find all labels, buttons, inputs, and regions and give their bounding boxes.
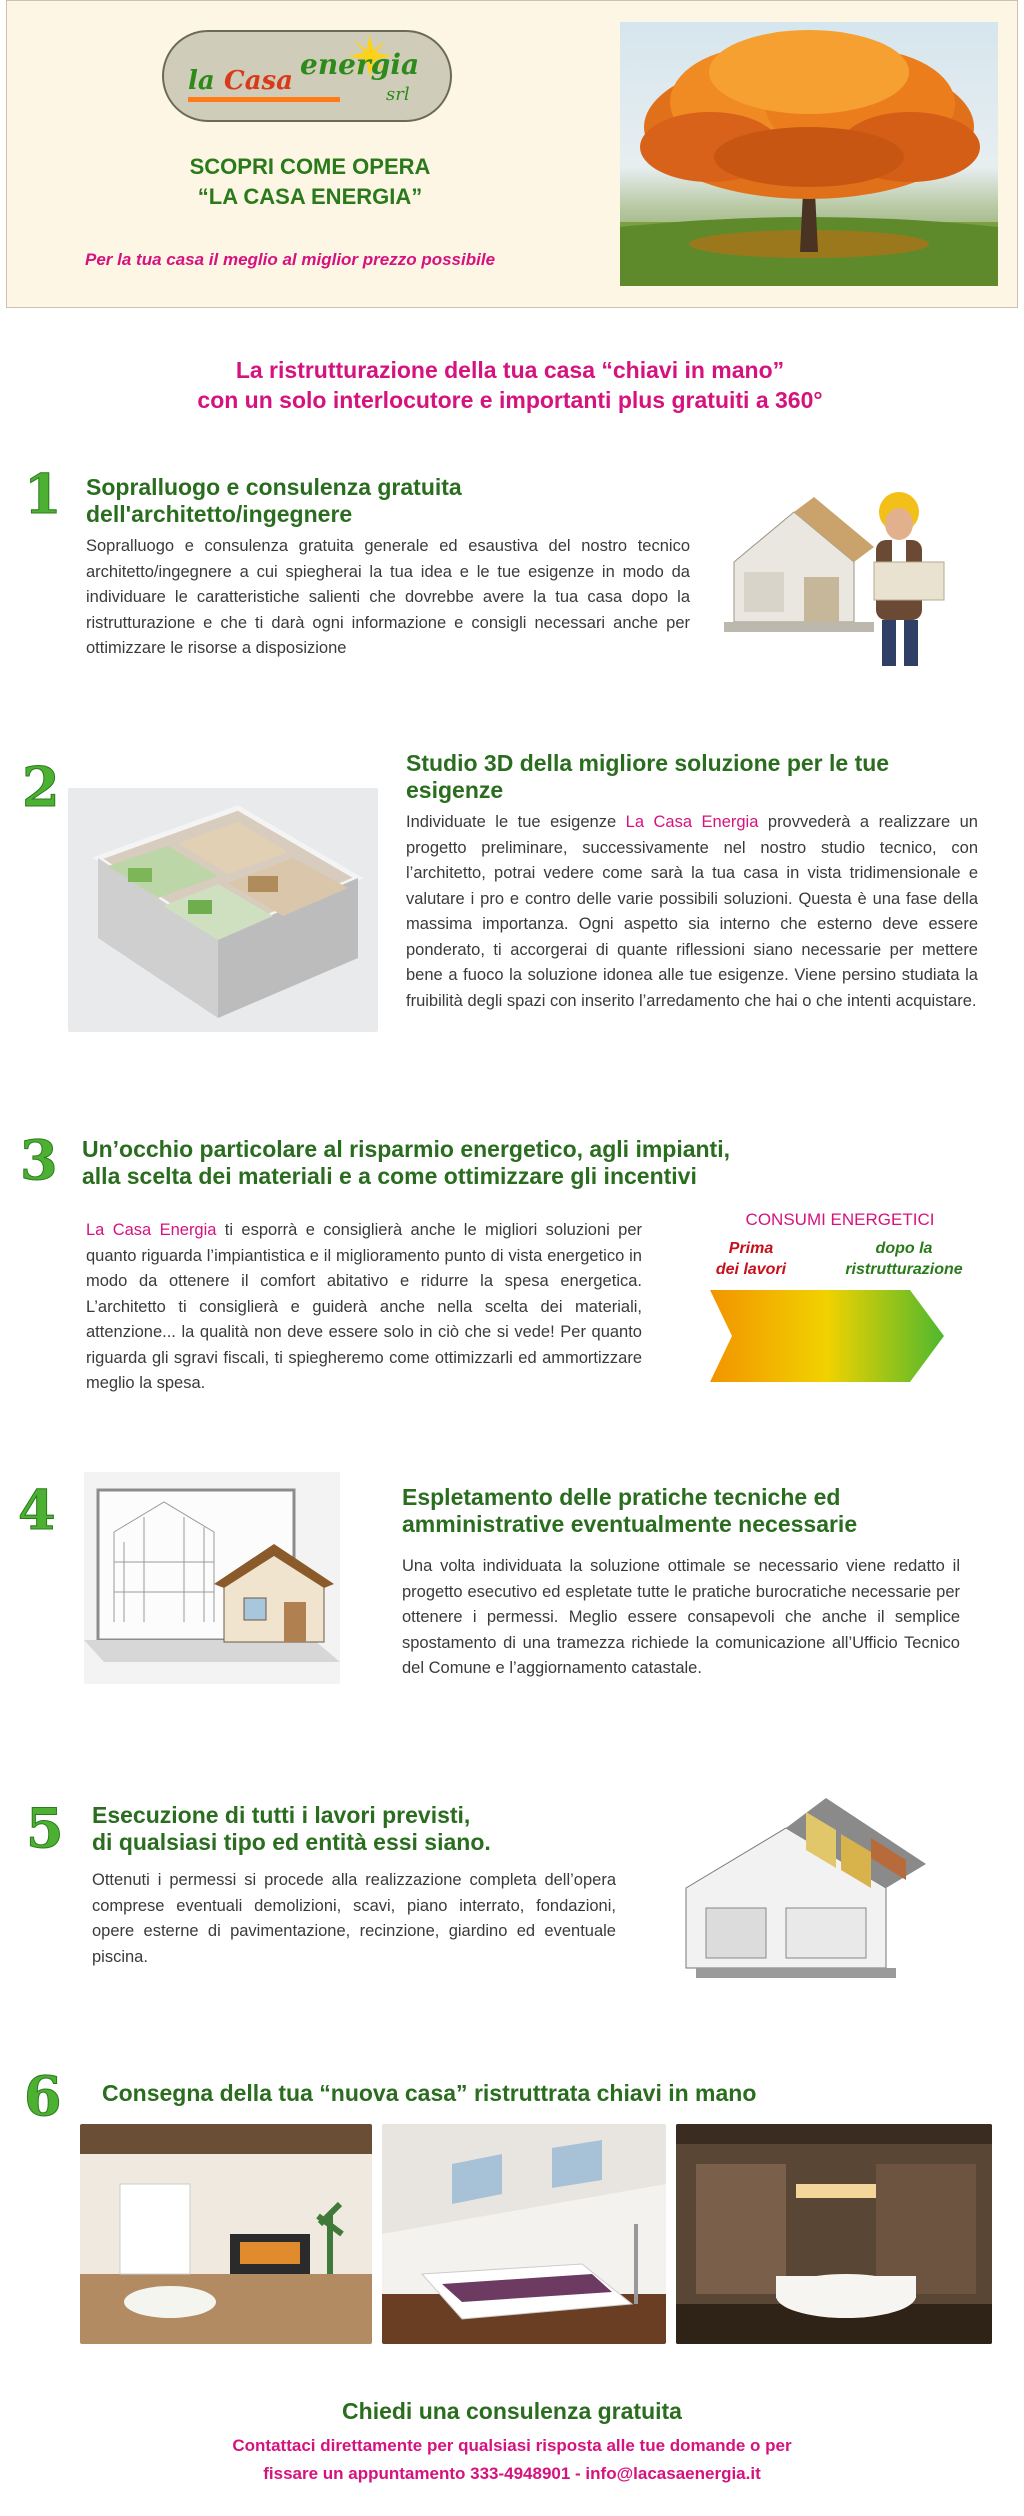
footer-contact xyxy=(0,2432,1024,2488)
step-3-brand: La Casa Energia xyxy=(86,1221,217,1239)
step-1-title-line2: dell'architetto/ingegnere xyxy=(86,501,353,527)
step-4-number: 4 xyxy=(18,1478,56,1542)
energy-graphic-after-line1: dopo la xyxy=(875,1240,933,1257)
step-4-title xyxy=(402,1484,982,1538)
step-5-title-line2: di qualsiasi tipo ed entità essi siano. xyxy=(92,1829,491,1855)
header-tagline: Per la tua casa il meglio al miglior prezzo possibile xyxy=(85,250,496,269)
step-2-title-line1: Studio 3D della migliore soluzione per le tue xyxy=(406,750,890,776)
energy-graphic-after xyxy=(844,1238,964,1280)
step-2-title xyxy=(406,750,986,804)
step-2-text-before: Individuate le tue esigenze xyxy=(406,813,626,831)
logo-underline xyxy=(188,97,340,102)
step-5-number: 5 xyxy=(26,1796,64,1860)
bedroom-photo xyxy=(382,2124,666,2344)
step-3-text-after: ti esporrà e consiglierà anche le migliori soluzioni per quanto riguarda l’impiantistica e il miglioramento punto di vista energetico in modo da ottenere il comfort abitativo e ridurre la spesa energetica. L’architetto ti consiglierà e guiderà anche nella scelta dei materiali, attenzione... la qualità non deve essere solo in ciò che si vede! Per quanto riguarda gli sgravi fiscali, ti spiegheremo come ottimizzarli ed ammortizzare meglio la spesa. xyxy=(86,1221,642,1392)
step-3-number: 3 xyxy=(20,1128,58,1192)
step-2-brand: La Casa Energia xyxy=(625,813,759,831)
step-5-text: Ottenuti i permessi si procede alla realizzazione completa dell’opera comprese eventuali demolizioni, scavi, piano interrato, fondazioni, opere esterne di pavimentazione, recinzione, giardino ed eventuale piscina. xyxy=(92,1871,616,1966)
step-1-title-line1: Sopralluogo e consulenza gratuita xyxy=(86,474,462,500)
header-title xyxy=(100,152,520,212)
step-2-text xyxy=(406,810,978,1014)
step-6-title: Consegna della tua “nuova casa” ristruttrata chiavi in mano xyxy=(102,2080,757,2106)
header-title-line1: SCOPRI COME OPERA xyxy=(189,154,431,179)
energy-graphic-before-line1: Prima xyxy=(728,1240,774,1257)
step-1-number: 1 xyxy=(24,462,62,526)
energy-consumption-graphic xyxy=(696,1210,966,1390)
logo-srl: srl xyxy=(386,84,410,105)
step-4-title-line2: amministrative eventualmente necessarie xyxy=(402,1511,858,1537)
3d-floorplan-render xyxy=(68,788,378,1032)
company-logo[interactable] xyxy=(162,30,452,122)
energy-graphic-after-line2: ristrutturazione xyxy=(845,1261,963,1278)
intro-line1: La ristrutturazione della tua casa “chiavi in mano” xyxy=(235,357,785,383)
step-3-text xyxy=(86,1218,642,1397)
step-2-text-after: provvederà a realizzare un progetto preliminare, successivamente nel nostro studio tecnico, con l’architetto, potrai vedere come sarà la tua casa in vista tridimensionale e valutare i pro e contro delle varie possibili soluzioni. Questa è una fase della massima importanza. Ogni aspetto sia interno che esterno deve essere ponderato, ti accorgerai di quante riflessioni siano necessarie per mettere bene a fuoco la soluzione idonea alle tue esigenze. Viene persino studiata la fruibilità degli spazi con inserito l’arredamento che hai o che intenti acquistare. xyxy=(406,813,978,1010)
energy-graphic-before xyxy=(696,1238,806,1280)
energy-graphic-before-line2: dei lavori xyxy=(715,1261,787,1278)
step-5-title-line1: Esecuzione di tutti i lavori previsti, xyxy=(92,1802,471,1828)
intro-line2: con un solo interlocutore e importanti plus gratuiti a 360° xyxy=(197,387,823,413)
step-2-number: 2 xyxy=(22,755,60,819)
logo-la: la xyxy=(188,66,215,96)
step-1-text: Sopralluogo e consulenza gratuita generale ed esaustiva del nostro tecnico architetto/ingegnere a cui spiegherai la tua idea e le tue esigenze in modo da individuare le caratteristiche salienti che dovrebbe avere la tua casa dopo la ristrutturazione e che ti darà ogni informazione e consigli necessari anche per ottimizzare le risorse a disposizione xyxy=(86,537,690,657)
bathroom-photo xyxy=(676,2124,992,2344)
energy-graphic-title: CONSUMI ENERGETICI xyxy=(745,1210,935,1229)
footer-contact-line1: Contattaci direttamente per qualsiasi risposta alle tue domande o per xyxy=(232,2436,792,2455)
step-3-title-line2: alla scelta dei materiali e a come ottimizzare gli incentivi xyxy=(82,1163,697,1189)
step-6-number: 6 xyxy=(24,2064,62,2128)
house-sketch-laptop-render xyxy=(84,1472,340,1684)
living-room-photo xyxy=(80,2124,372,2344)
step-4-title-line1: Espletamento delle pratiche tecniche ed xyxy=(402,1484,841,1510)
step-3-title-line1: Un’occhio particolare al risparmio energetico, agli impianti, xyxy=(82,1136,730,1162)
architect-house-model-photo xyxy=(724,452,960,678)
step-2-title-line2: esigenze xyxy=(406,777,504,803)
header-title-line2: “LA CASA ENERGIA” xyxy=(197,184,423,209)
house-cutaway-render xyxy=(666,1768,946,1996)
footer-contact-line2[interactable]: fissare un appuntamento 333-4948901 - info@lacasaenergia.it xyxy=(263,2464,761,2483)
step-4-text: Una volta individuata la soluzione ottimale se necessario viene redatto il progetto esecutivo ed espletate tutte le pratiche burocratiche necessarie per ottenere i permessi. Meglio essere consapevoli che anche il semplice spostamento di una tramezza richiede la comunicazione all’Ufficio Tecnico del Comune e l’aggiornamento catastale. xyxy=(402,1557,960,1677)
autumn-tree-photo xyxy=(620,22,998,286)
step-5-title xyxy=(92,1802,652,1856)
logo-energia: energia xyxy=(300,48,420,81)
intro-headline xyxy=(80,355,940,415)
energy-arrow-graphic xyxy=(710,1290,946,1382)
footer-title: Chiedi una consulenza gratuita xyxy=(342,2398,682,2424)
logo-casa: Casa xyxy=(224,66,294,96)
step-3-title xyxy=(82,1136,842,1190)
step-1-title xyxy=(86,474,646,528)
